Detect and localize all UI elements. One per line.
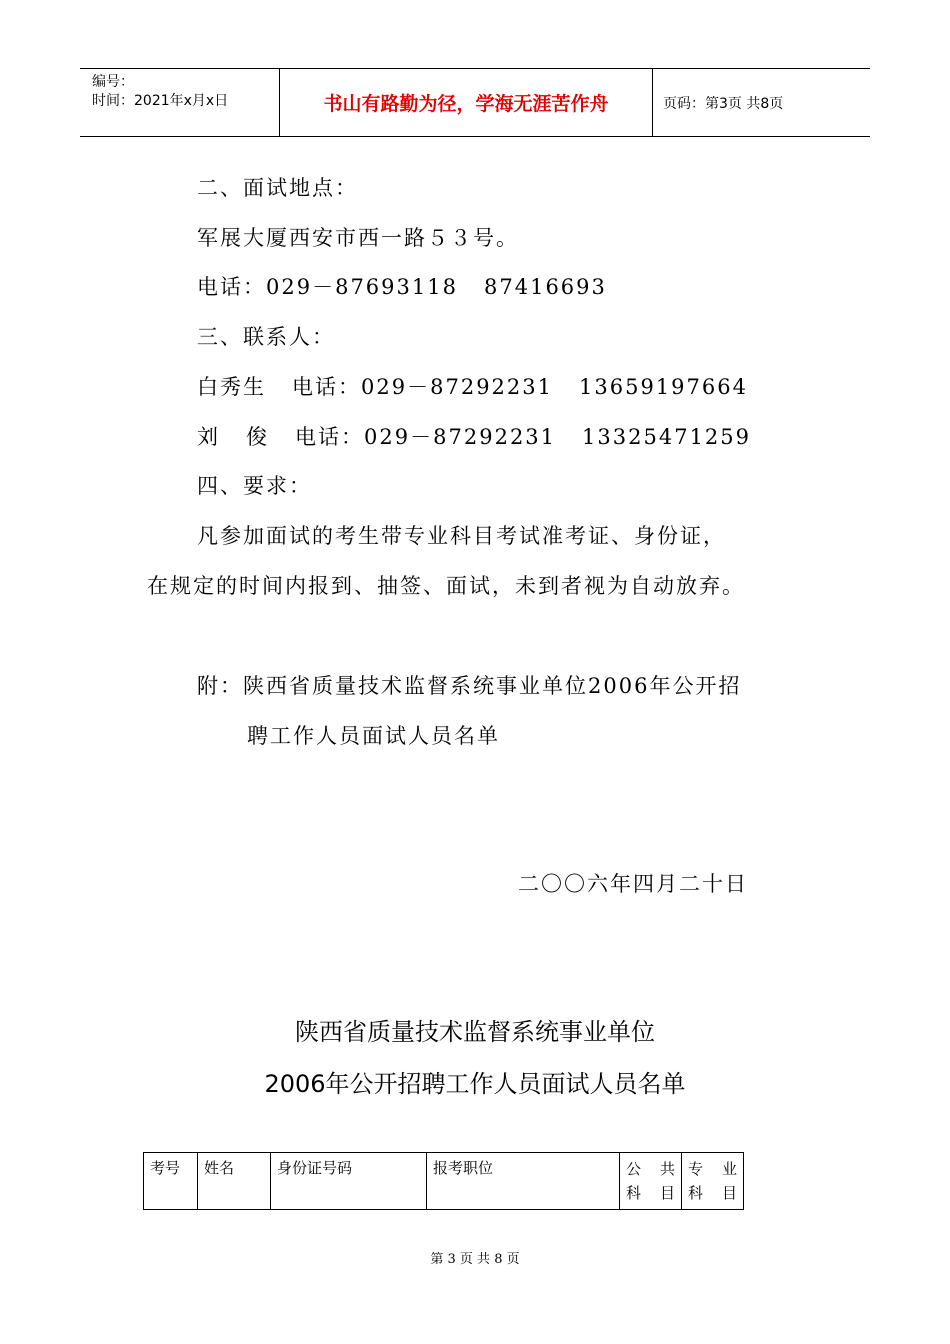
major-subject-bottom: 科目	[688, 1184, 737, 1202]
attachment-line-1: 附：陕西省质量技术监督系统事业单位2006年公开招	[197, 674, 742, 698]
page-label: 页码：第3页 共8页	[663, 95, 784, 112]
list-title-line-2: 2006年公开招聘工作人员面试人员名单	[264, 1070, 686, 1098]
list-title-line-1: 陕西省质量技术监督系统事业单位	[295, 1018, 655, 1046]
col-id-number: 身份证号码	[271, 1153, 427, 1210]
document-date: 二〇〇六年四月二十日	[518, 872, 748, 896]
section-location-heading: 二、面试地点：	[197, 176, 358, 200]
contact-bai: 白秀生 电话：029－87292231 13659197664	[197, 375, 748, 399]
motto: 书山有路勤为径，学海无涯苦作舟	[280, 69, 653, 136]
requirement-line-1: 凡参加面试的考生带专业科目考试准考证、身份证，	[197, 524, 726, 548]
col-name: 姓名	[198, 1153, 271, 1210]
contact-liu: 刘 俊 电话：029－87292231 13325471259	[197, 425, 752, 449]
public-subject-top: 公共	[626, 1160, 675, 1178]
time-label: 时间：2021年x月x日	[92, 93, 229, 109]
header-meta	[80, 69, 280, 136]
section-contact-heading: 三、联系人：	[197, 325, 335, 349]
col-public-subject	[620, 1153, 682, 1210]
requirement-line-2: 在规定的时间内报到、抽签、面试，未到者视为自动放弃。	[147, 574, 745, 598]
attachment-line-2: 聘工作人员面试人员名单	[247, 724, 500, 748]
number-label: 编号：	[92, 74, 134, 90]
page-footer: 第 3 页 共 8 页	[430, 1252, 520, 1267]
section-requirement-heading: 四、要求：	[197, 474, 312, 498]
col-exam-number: 考号	[144, 1153, 198, 1210]
col-major-subject	[682, 1153, 744, 1210]
location-phone: 电话：029－87693118 87416693	[197, 275, 607, 299]
table-header-row	[144, 1153, 744, 1210]
col-position: 报考职位	[427, 1153, 620, 1210]
page-header	[80, 68, 870, 137]
major-subject-top: 专业	[688, 1160, 737, 1178]
public-subject-bottom: 科目	[626, 1184, 675, 1202]
location-address: 军展大厦西安市西一路５３号。	[197, 226, 519, 250]
interview-list-table	[143, 1152, 744, 1210]
